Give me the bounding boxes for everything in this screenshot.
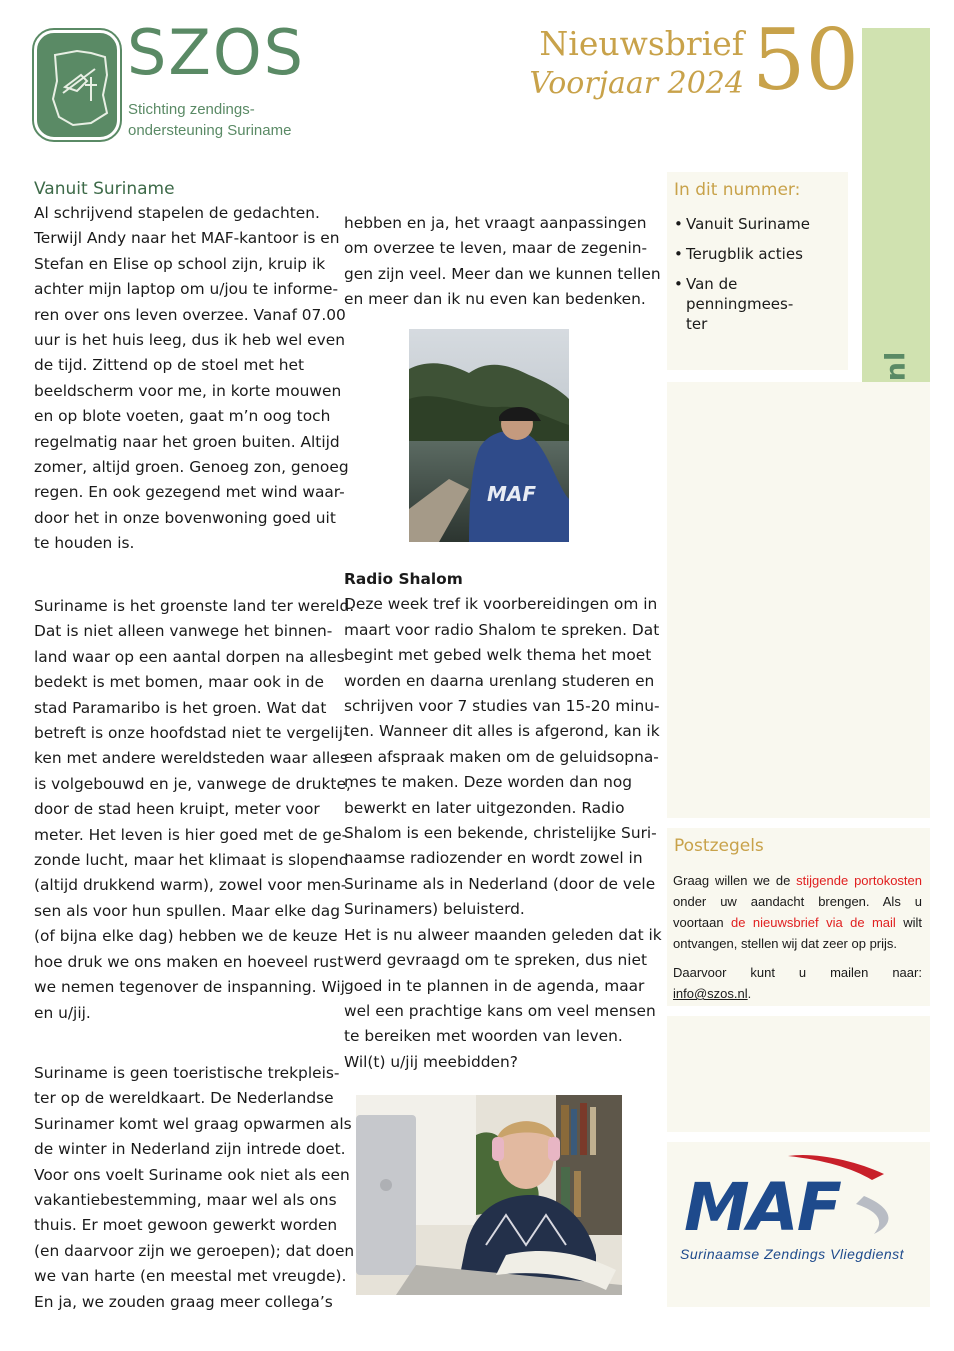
text-line: Het is nu alweer maanden geleden dat ik <box>344 925 662 944</box>
toc-item[interactable]: • Vanuit Suriname <box>674 214 846 234</box>
stamps-text-part: wilt ontvangen, stellen wij dat zeer op prijs. <box>673 915 923 951</box>
contact-email-line <box>673 983 922 1004</box>
stamps-text-part: Graag willen we de <box>673 873 797 888</box>
text-line: hebben en ja, het vraagt aanpassingen <box>344 214 647 232</box>
maf-caption: Surinaamse Zendings Vliegdienst <box>680 1246 905 1262</box>
text-line: Wil(t) u/jij meebidden? <box>344 1052 518 1071</box>
blank-panel <box>667 382 930 818</box>
text-line: land waar op een aantal dorpen na alles <box>34 647 345 666</box>
text-line: stad Paramaribo is het groen. Wat dat <box>34 698 327 717</box>
text-line: ter op de wereldkaart. De Nederlandse <box>34 1089 334 1108</box>
text-line: we van harte (en meestal met vreugde). <box>34 1267 347 1286</box>
text-line: Al schrijvend stapelen de gedachten. <box>34 204 320 222</box>
contact-word: mailen <box>830 965 869 980</box>
szos-logo-badge <box>34 30 120 140</box>
toc-heading: In dit nummer: <box>674 180 801 200</box>
text-line: ten. Wanneer dit alles is afgerond, kan ik <box>344 722 660 741</box>
text-line: meter. Het leven is hier goed met de ge- <box>34 825 348 844</box>
article-col2-part2 <box>344 567 662 1075</box>
text-line: zonde lucht, maar het klimaat is slopend <box>34 851 349 870</box>
article-col1-part1 <box>34 177 349 557</box>
text-line: en u/jij. <box>34 1003 91 1022</box>
paragraph <box>344 211 661 313</box>
contact-email-link[interactable]: info@szos.nl <box>673 986 748 1001</box>
text-line: Dat is niet alleen vanwege het binnen- <box>34 622 333 641</box>
paragraph <box>34 1061 355 1315</box>
newsletter-title: Nieuwsbrief <box>539 24 744 63</box>
text-line: (altijd drukkend warm), zowel voor men- <box>34 876 347 895</box>
issue-number: 50 <box>752 11 859 109</box>
text-line: bewerkt en later uitgezonden. Radio <box>344 798 625 817</box>
stamps-heading: Postzegels <box>674 836 764 856</box>
paragraph <box>344 592 662 1075</box>
text-line: te bereiken met woorden van leven. <box>344 1027 623 1046</box>
text-line: begint met gebed welk thema het moet <box>344 646 652 665</box>
text-line: naamse radiozender en wordt zowel in <box>344 849 643 868</box>
river-boat-photo <box>409 329 569 542</box>
text-line: (en daarvoor zijn we geroepen); dat doen <box>34 1241 355 1260</box>
shirt-logo-text: MAF <box>487 482 537 506</box>
text-line: goed in te plannen in de agenda, maar <box>344 976 645 995</box>
contact-text <box>673 962 922 1004</box>
text-line: Suriname als in Nederland (door de vele <box>344 874 656 893</box>
text-line: betreft is onze hoofdstad niet te vergelij- <box>34 724 349 743</box>
text-line: schrijven voor 7 studies van 15-20 minu- <box>344 697 660 716</box>
text-line: om overzee te leven, maar de zegenin- <box>344 239 648 258</box>
text-line: maart voor radio Shalom te spreken. Dat <box>344 620 660 639</box>
text-line: vakantiebestemming, maar wel als ons <box>34 1191 337 1210</box>
text-line: Terwijl Andy naar het MAF-kantoor is en <box>34 229 340 248</box>
text-line: bedekt is met bomen, maar ook in de <box>34 673 324 692</box>
text-line: de tijd. Zittend op de stoel met het <box>34 356 305 375</box>
paragraph <box>34 594 355 1026</box>
text-line: we nemen tegenover de inspanning. Wij <box>34 978 345 997</box>
stamps-text-part: onder uw aandacht brengen. Als u voortaan <box>673 894 922 930</box>
radio-heading: Radio Shalom <box>344 570 463 588</box>
toc-item[interactable]: • Van de penningmees- ter <box>674 274 834 334</box>
text-line: hoe druk we ons maken en hoeveel rust <box>34 952 344 971</box>
text-line: Surinamer komt wel graag opwarmen als <box>34 1114 352 1133</box>
text-line: mes te maken. Deze worden dan nog <box>344 773 633 792</box>
text-line: beeldscherm voor me, in korte mouwen <box>34 381 342 400</box>
text-line: en op blote voeten, gaat m’n oog toch <box>34 407 331 426</box>
text-line: worden en daarna urenlang studeren en <box>344 671 655 690</box>
recording-studio-photo <box>356 1095 622 1295</box>
text-line: te houden is. <box>34 534 135 553</box>
text-line: Deze week tref ik voorbereidingen om in <box>344 595 658 614</box>
text-line: wel een prachtige kans om veel mensen <box>344 1001 656 1020</box>
text-line: Suriname is het groenste land ter wereld. <box>34 597 355 615</box>
suriname-map-icon <box>47 47 113 129</box>
text-line: En ja, we zouden graag meer collega’s <box>34 1292 333 1311</box>
contact-line <box>673 962 922 983</box>
text-line: Stefan en Elise op school zijn, kruip ik <box>34 254 326 273</box>
logo-title: SZOS <box>127 16 305 89</box>
paragraph <box>34 201 349 557</box>
text-line: achter mijn laptop om u/jou te informe- <box>34 280 339 299</box>
text-line: gen zijn veel. Meer dan we kunnen tellen <box>344 264 661 283</box>
stamps-highlight-email: de nieuwsbrief via de mail <box>731 915 896 930</box>
logo-subtitle-line-1: Stichting zendings- <box>128 101 255 118</box>
text-line: en meer dan ik nu even kan bedenken. <box>344 290 646 309</box>
contact-word: Daarvoor <box>673 965 727 980</box>
text-line: regen. En ook gezegend met wind waar- <box>34 483 345 502</box>
stamps-highlight-postage: stijgende portokosten <box>796 873 923 888</box>
article-heading: Vanuit Suriname <box>34 179 175 199</box>
text-line: de winter in Nederland zijn intrede doet. <box>34 1140 346 1159</box>
contact-word: kunt <box>750 965 775 980</box>
text-line: sen als voor hun spullen. Maar elke dag <box>34 901 340 920</box>
text-line: door het in onze bovenwoning goed uit <box>34 508 336 527</box>
text-line: zomer, altijd groen. Genoeg zon, genoeg <box>34 458 349 477</box>
maf-logo <box>684 1150 912 1242</box>
text-line: uur is het huis leeg, dus ik heb wel even <box>34 331 345 350</box>
text-line: ren over ons leven overzee. Vanaf 07.00 <box>34 305 346 324</box>
text-line: is volgebouwd en je, vanwege de drukte, <box>34 774 351 793</box>
toc-item[interactable]: • Terugblik acties <box>674 244 846 264</box>
text-line: Shalom is een bekende, christelijke Suri- <box>344 824 657 843</box>
text-line: Surinamers) beluisterd. <box>344 900 525 919</box>
contact-end: . <box>747 986 752 1001</box>
contact-word: u <box>798 965 807 980</box>
blank-panel-2 <box>667 1016 930 1132</box>
text-line: Suriname is geen toeristische trekpleis- <box>34 1064 340 1082</box>
text-line: ken met andere wereldsteden waar alles <box>34 749 348 768</box>
text-line: thuis. Er moet gewoon gewerkt worden <box>34 1216 338 1235</box>
text-line: (of bijna elke dag) hebben we de keuze <box>34 927 338 946</box>
text-line: werd gevraagd om te spreken, dus niet <box>344 951 648 970</box>
text-line: door de stad heen kruipt, meter voor <box>34 800 320 819</box>
logo-subtitle <box>128 99 291 141</box>
contact-word: naar: <box>892 965 922 980</box>
logo-subtitle-line-2: ondersteuning Suriname <box>128 122 292 139</box>
stamps-text <box>673 870 922 954</box>
toc-list <box>674 214 846 344</box>
text-line: Voor ons voelt Suriname ook niet als een <box>34 1165 350 1184</box>
text-line: regelmatig naar het groen buiten. Altijd <box>34 432 340 451</box>
maf-logo-text: MAF <box>684 1169 840 1242</box>
newsletter-season: Voorjaar 2024 <box>529 66 744 101</box>
text-line: een afspraak maken om de geluidsopna- <box>344 747 659 766</box>
